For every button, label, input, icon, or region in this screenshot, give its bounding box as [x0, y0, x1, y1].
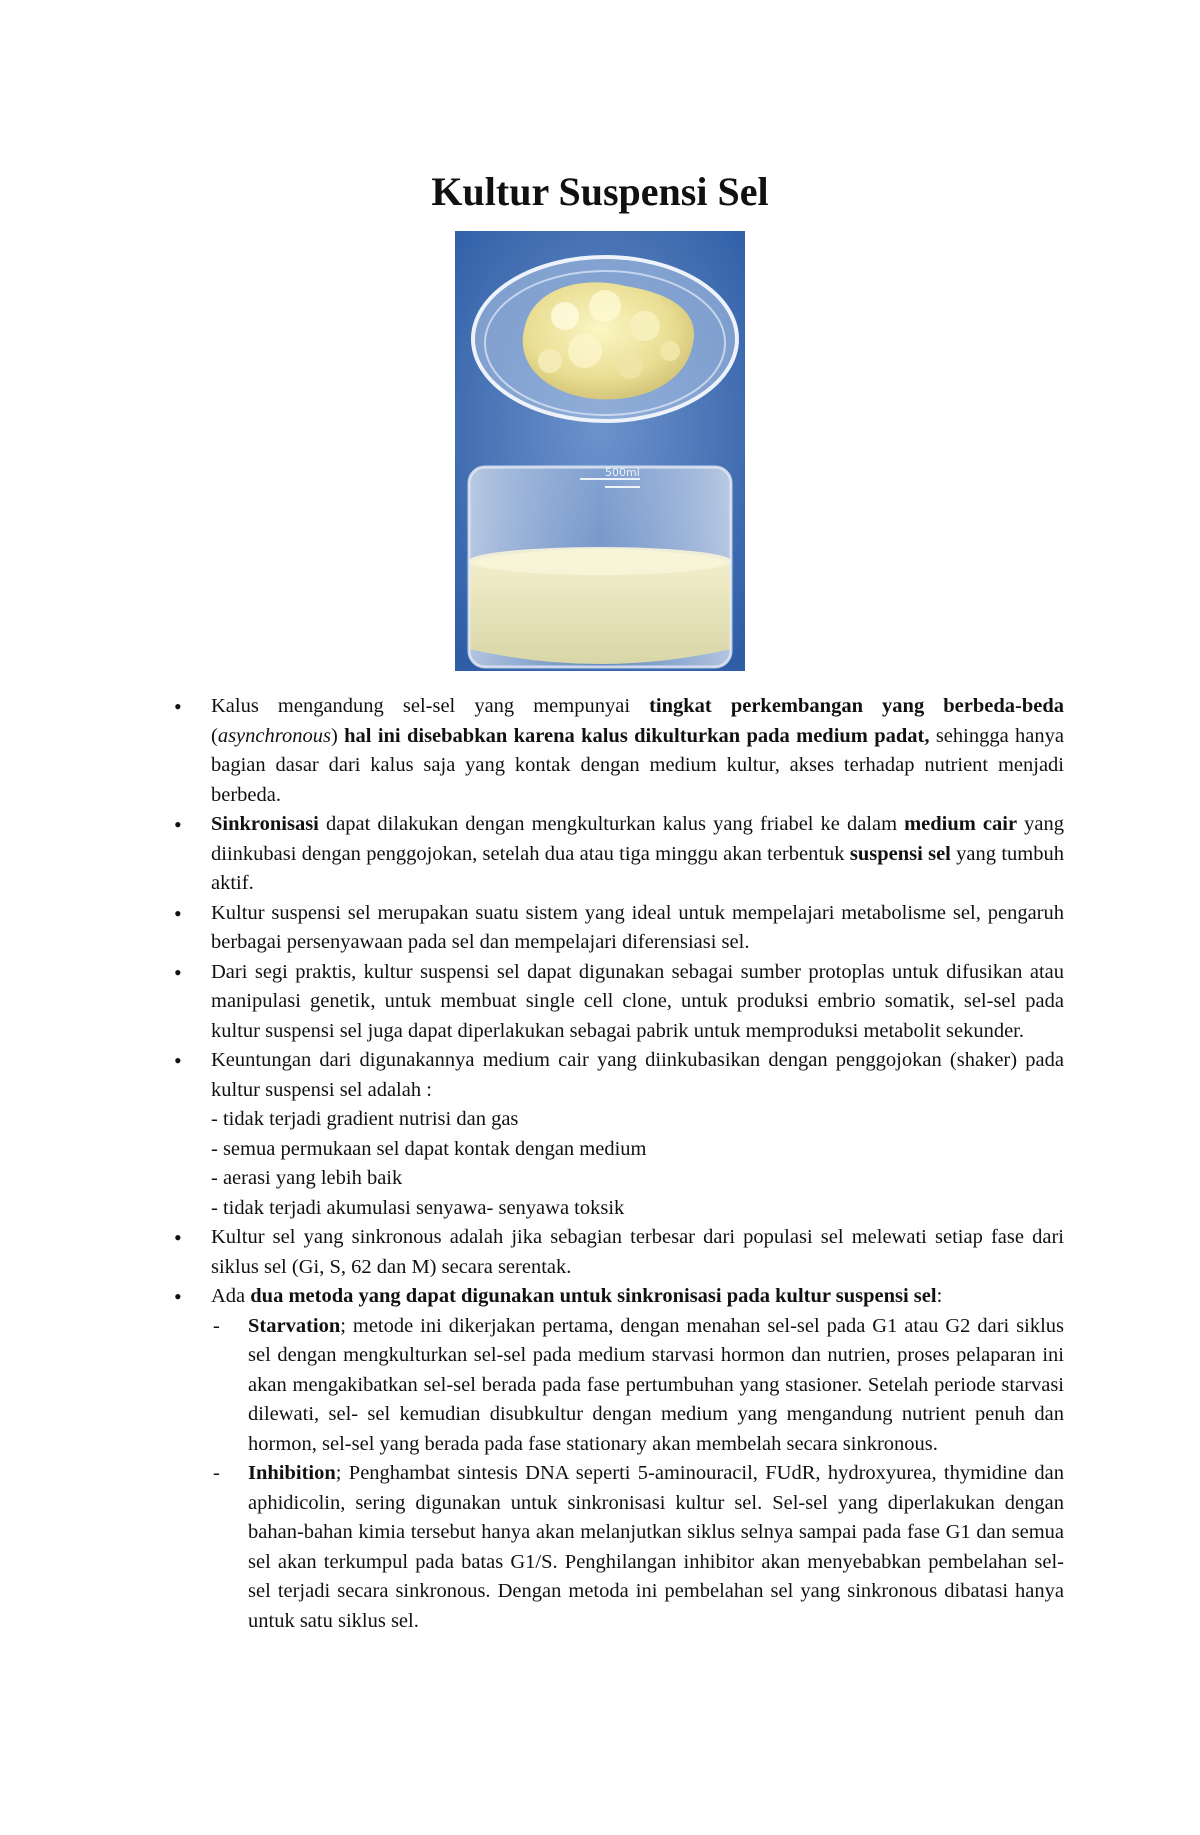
text-span: Dari segi praktis, kultur suspensi sel dapat digunakan sebagai sumber protoplas untuk difusikan atau manipulasi genetik, untuk membuat single cell clone, untuk produksi embrio somatik, sel-sel pada kultur suspensi sel juga dapat diperlakukan sebagai pabrik untuk memproduksi metabolit sekunder. [211, 960, 1064, 1042]
text-span: Kultur suspensi sel merupakan suatu sistem yang ideal untuk mempelajari metabolisme sel, pengaruh berbagai persenyawaan pada sel dan mempelajari diferensiasi sel. [211, 901, 1064, 953]
text-span: ; Penghambat sintesis DNA seperti 5-aminouracil, FUdR, hydroxyurea, thymidine dan aphidicolin, sering digunakan untuk sinkronisasi kultur sel. Sel-sel yang diperlakukan dengan bahan-bahan kimia tersebut hanya akan melanjutkan siklus selnya sampai pada fase G1 dan semua sel akan terkumpul pada batas G1/S. Penghilangan inhibitor akan menyebabkan pembelahan sel-sel terjadi secara sinkronous. Dengan metoda ini pembelahan sel yang sinkronous dibatasi hanya untuk satu siklus sel. [248, 1462, 1064, 1632]
callus-and-suspension-photo [455, 231, 745, 671]
bold-text: hal ini disebabkan karena kalus dikulturkan pada medium padat, [344, 724, 930, 747]
photo-illustration [455, 231, 745, 671]
bold-text: Starvation [248, 1314, 341, 1337]
text-span: ) [330, 724, 345, 747]
method-item-starvation [211, 1312, 1064, 1460]
list-item [174, 810, 1064, 899]
bullet-list [174, 692, 1064, 1636]
bold-text: suspensi sel [849, 842, 951, 865]
text-span: yang tumbuh aktif. [211, 842, 1064, 894]
text-span: Ada [211, 1285, 251, 1307]
text-span: Keuntungan dari digunakannya medium cair yang diinkubasikan dengan penggojokan (shaker) pada kultur suspensi sel adalah : [211, 1049, 1064, 1101]
list-item [174, 958, 1064, 1047]
text-span: Kalus mengandung sel-sel yang mempunyai [211, 695, 650, 717]
bold-text: medium cair [904, 813, 1018, 835]
advantage-line: - aerasi yang lebih baik [211, 1167, 403, 1189]
page-title: Kultur Suspensi Sel [431, 169, 769, 214]
text-span: yang diinkubasi dengan penggojokan, setelah dua atau tiga minggu akan terbentuk [211, 813, 1064, 865]
method-list [211, 1312, 1064, 1637]
text-span: sehingga hanya bagian dasar dari kalus saja yang kontak dengan medium kultur, akses terhadap nutrient menjadi berbeda. [211, 724, 1064, 806]
text-span: Kultur sel yang sinkronous adalah jika sebagian terbesar dari populasi sel melewati setiap fase dari siklus sel (Gi, S, 62 dan M) secara serentak. [211, 1226, 1064, 1278]
bold-text: dua metoda yang dapat digunakan untuk sinkronisasi pada kultur suspensi sel [250, 1285, 937, 1307]
list-item [174, 692, 1064, 810]
method-item-inhibition [211, 1459, 1064, 1636]
advantage-line: - tidak terjadi akumulasi senyawa- senyawa toksik [211, 1196, 625, 1219]
bold-text: Inhibition [248, 1462, 336, 1484]
advantage-line: - tidak terjadi gradient nutrisi dan gas [211, 1108, 519, 1130]
list-item [174, 1282, 1064, 1636]
beaker-volume-mark: 500ml [605, 466, 640, 479]
italic-text: asynchronous [217, 724, 331, 747]
text-span: ( [211, 724, 218, 747]
list-item [174, 899, 1064, 958]
list-item [174, 1223, 1064, 1282]
list-item [174, 1046, 1064, 1223]
advantage-line: - semua permukaan sel dapat kontak dengan medium [211, 1137, 647, 1160]
text-span: dapat dilakukan dengan mengkulturkan kalus yang friabel ke dalam [318, 813, 905, 835]
bold-text: Sinkronisasi [211, 813, 319, 835]
text-span: ; metode ini dikerjakan pertama, dengan menahan sel-sel pada G1 atau G2 dari siklus sel dengan mengkulturkan sel-sel pada medium starvasi hormon dan nutrien, proses pelaparan ini akan mengakibatkan sel-sel berada pada fase pertumbuhan yang stasioner. Setelah periode starvasi dilewati, sel- sel kemudian disubkultur dengan medium yang mengandung nutrient penuh dan hormon, sel-sel yang berada pada fase stationary akan membelah secara sinkronous. [248, 1314, 1064, 1455]
document-body [174, 692, 1064, 1636]
text-span: : [936, 1285, 943, 1307]
bold-text: tingkat perkembangan yang berbeda-beda [649, 695, 1064, 717]
